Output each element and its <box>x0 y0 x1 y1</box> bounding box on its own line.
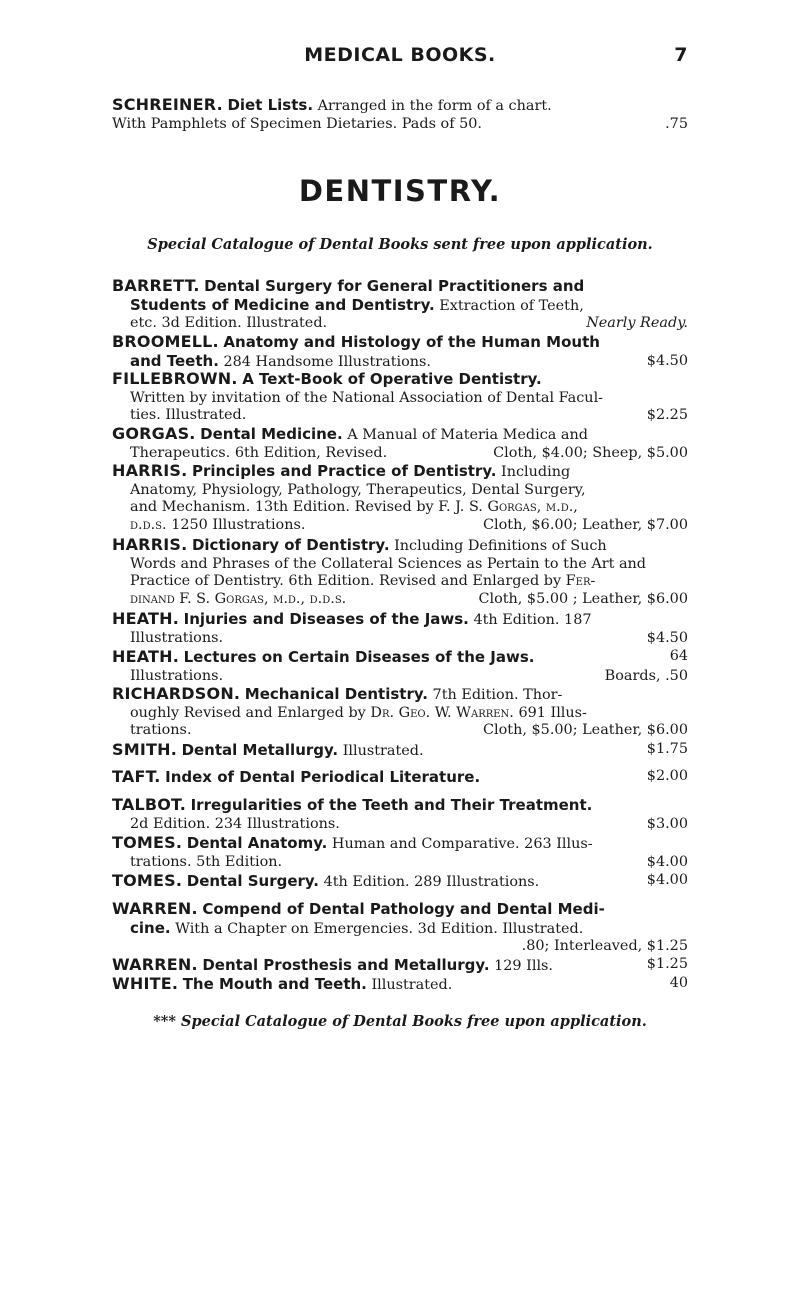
entry-fillebrown <box>112 370 688 425</box>
price: $4.50 <box>646 629 688 646</box>
author-name: RICHARDSON. <box>112 684 241 703</box>
book-description: Arranged in the form of a chart. <box>317 98 552 114</box>
entry-harris-dictionary <box>112 536 688 608</box>
author-name: HEATH. <box>112 647 180 666</box>
book-description: Practice of Dentistry. 6th Edition. Revised and Enlarged by <box>130 573 562 589</box>
entry-barrett <box>112 277 688 333</box>
book-description: 129 Ills. <box>494 958 553 974</box>
price: Cloth, $5.00 ; Leather, $6.00 <box>478 590 688 607</box>
book-title: Dictionary of Dentistry. <box>191 536 390 554</box>
book-description: A Manual of Materia Medica and <box>347 427 588 443</box>
price: $4.00 <box>646 872 688 888</box>
book-description: Including <box>501 464 571 480</box>
price: $1.75 <box>646 741 688 757</box>
book-title: Compend of Dental Pathology and Dental Medi- <box>202 900 605 918</box>
book-description: etc. 3d Edition. Illustrated. <box>130 315 328 331</box>
catalogue-note: Special Catalogue of Dental Books sent free upon application. <box>147 236 653 253</box>
book-description: 1250 Illustrations. <box>171 516 306 533</box>
book-title: Dental Anatomy. <box>186 834 328 852</box>
price: $4.00 <box>646 853 688 870</box>
book-title: Mechanical Dentistry. <box>244 685 428 703</box>
author-name: SCHREINER. <box>112 95 223 114</box>
author-name: BARRETT. <box>112 276 200 295</box>
reviser-name: dinand F. S. Gorgas, m.d., d.d.s. <box>130 590 347 607</box>
book-title: Injuries and Diseases of the Jaws. <box>183 610 469 628</box>
author-name: SMITH. <box>112 740 177 759</box>
book-title: cine. <box>130 918 171 937</box>
author-name: BROOMELL. <box>112 332 219 351</box>
book-description: 2d Edition. 234 Illustrations. <box>130 815 340 832</box>
page-number: 7 <box>674 44 688 66</box>
book-description: 7th Edition. Thor- <box>432 687 563 703</box>
book-description: Illustrations. <box>130 667 224 684</box>
book-description: 691 Illus- <box>518 704 587 721</box>
book-description: Including Definitions of Such <box>394 538 607 554</box>
reviser-name: F. J. S. Gorgas, m.d., <box>438 499 578 515</box>
book-description: trations. 5th Edition. <box>130 853 283 870</box>
author-name: TAFT. <box>112 767 161 786</box>
book-description: Therapeutics. 6th Edition, Revised. <box>130 444 388 461</box>
footer-catalogue-note: *** Special Catalogue of Dental Books free upon application. <box>153 1013 647 1030</box>
book-title: The Mouth and Teeth. <box>182 975 367 993</box>
running-header <box>112 44 688 68</box>
book-title: Dental Prosthesis and Metallurgy. <box>202 956 490 974</box>
book-description: With a Chapter on Emergencies. 3d Edition. Illustrated. <box>175 920 584 937</box>
book-description: Illustrated. <box>371 977 453 993</box>
price: $1.25 <box>646 956 688 972</box>
book-title: Principles and Practice of Dentistry. <box>191 462 497 480</box>
price: $2.00 <box>646 768 688 784</box>
entry-heath-lectures <box>112 648 688 685</box>
author-name: WHITE. <box>112 974 179 993</box>
book-description: oughly Revised and Enlarged by <box>130 704 366 721</box>
book-description: Human and Comparative. 263 Illus- <box>331 836 593 852</box>
price: .75 <box>665 115 688 132</box>
author-name: HARRIS. <box>112 535 188 554</box>
price: .80; Interleaved, $1.25 <box>521 938 688 954</box>
entry-smith <box>112 741 688 761</box>
availability-status: Nearly Ready. <box>586 315 688 331</box>
book-title: A Text-Book of Operative Dentistry. <box>242 370 542 388</box>
author-name: HEATH. <box>112 609 180 628</box>
entry-tomes-surgery <box>112 872 688 892</box>
price: Cloth, $4.00; Sheep, $5.00 <box>493 444 688 461</box>
book-description: Illustrations. <box>130 629 224 646</box>
book-title: Dental Surgery for General Practitioners and <box>204 277 585 295</box>
book-description: 284 Handsome Illustrations. <box>223 353 431 370</box>
price: Cloth, $5.00; Leather, $6.00 <box>483 722 688 738</box>
book-description: Anatomy, Physiology, Pathology, Therapeutics, Dental Surgery, <box>130 481 586 498</box>
entry-broomell <box>112 333 688 371</box>
book-title: Anatomy and Histology of the Human Mouth <box>223 333 600 351</box>
book-title: Diet Lists. <box>227 96 314 114</box>
section-heading: DENTISTRY. <box>298 174 502 208</box>
book-title: Students of Medicine and Dentistry. <box>130 295 435 314</box>
entry-harris-principles <box>112 462 688 534</box>
book-description: and Mechanism. 13th Edition. Revised by <box>130 499 434 515</box>
book-description: 4th Edition. 187 <box>473 612 592 628</box>
book-title: Dental Medicine. <box>200 425 343 443</box>
entry-white <box>112 975 688 995</box>
running-title: MEDICAL BOOKS. <box>304 44 496 66</box>
author-name: TOMES. <box>112 871 183 890</box>
author-name: WARREN. <box>112 955 198 974</box>
author-name: WARREN. <box>112 899 198 918</box>
book-description: With Pamphlets of Specimen Dietaries. Pads of 50. <box>112 115 482 132</box>
book-title: Index of Dental Periodical Literature. <box>165 768 481 786</box>
entry-tomes-anatomy <box>112 834 688 871</box>
entry-gorgas <box>112 425 688 462</box>
price: 40 <box>669 975 688 991</box>
author-name: FILLEBROWN. <box>112 369 238 388</box>
entry-heath-injuries <box>112 610 688 647</box>
entry-taft <box>112 768 688 788</box>
reviser-name: Fer- <box>565 573 596 589</box>
book-description: Written by invitation of the National Association of Dental Facul- <box>130 389 604 406</box>
book-title: Dental Metallurgy. <box>181 741 339 759</box>
book-description: ties. Illustrated. <box>130 407 247 423</box>
author-name: HARRIS. <box>112 461 188 480</box>
author-name: TOMES. <box>112 833 183 852</box>
price: $3.00 <box>646 815 688 832</box>
book-description: trations. <box>130 722 192 738</box>
reviser-degree: d.d.s. <box>130 516 167 533</box>
reviser-name: Dr. Geo. W. Warren. <box>370 704 514 721</box>
book-title: Irregularities of the Teeth and Their Treatment. <box>190 796 593 814</box>
book-description: 64 <box>669 648 688 664</box>
price: $2.25 <box>646 407 688 423</box>
entry-talbot <box>112 796 688 833</box>
price: Cloth, $6.00; Leather, $7.00 <box>483 516 688 533</box>
book-description: 4th Edition. 289 Illustrations. <box>323 874 540 890</box>
book-title: Lectures on Certain Diseases of the Jaws. <box>183 648 535 666</box>
author-name: TALBOT. <box>112 795 187 814</box>
entry-warren-prosthesis <box>112 956 688 976</box>
author-name: GORGAS. <box>112 424 196 443</box>
entry-richardson <box>112 685 688 740</box>
book-title: Dental Surgery. <box>186 872 319 890</box>
book-title: and Teeth. <box>130 351 219 370</box>
book-description: Illustrated. <box>342 743 424 759</box>
price: $4.50 <box>646 352 688 369</box>
book-description: Extraction of Teeth, <box>439 297 584 314</box>
book-description: Words and Phrases of the Collateral Sciences as Pertain to the Art and <box>130 555 647 572</box>
entry-schreiner <box>112 96 688 133</box>
price: Boards, .50 <box>604 667 688 684</box>
entry-warren-compend <box>112 899 688 954</box>
